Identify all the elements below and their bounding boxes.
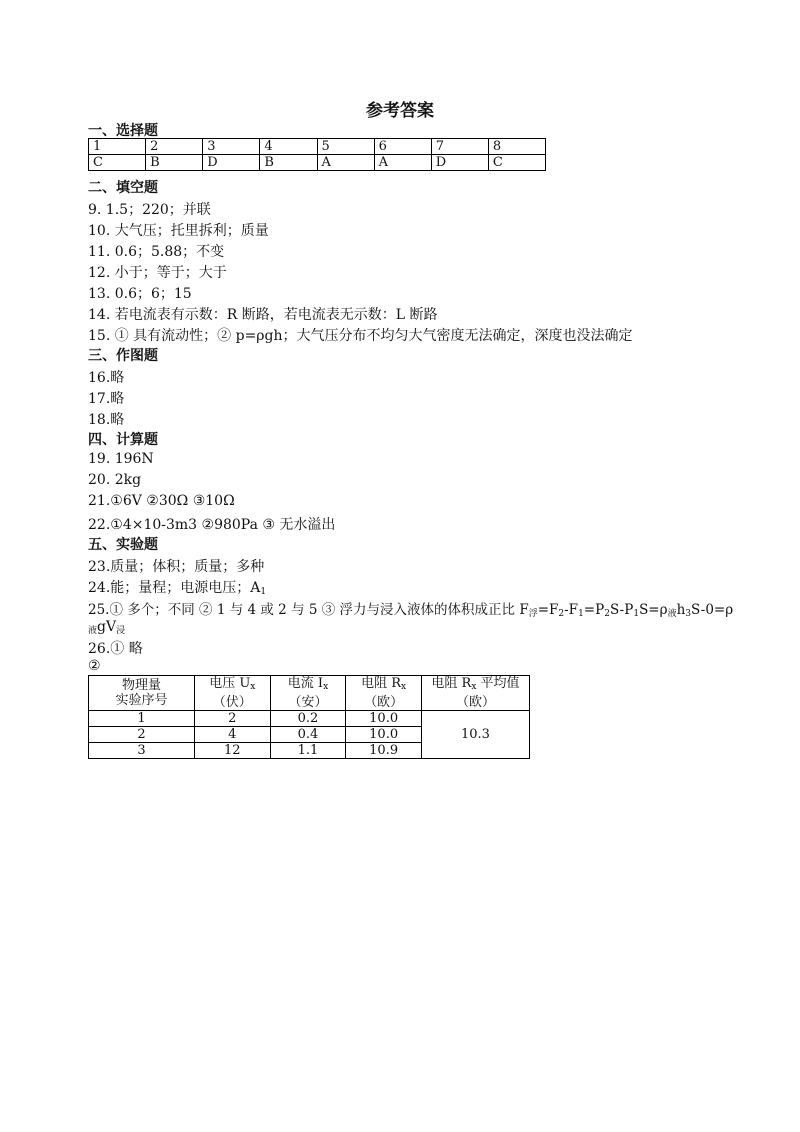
answer-text: 25.① 多个；不同 ② 1 与 4 或 2 与 5 ③ 浮力与浸入液体的体积成正比 F: [88, 602, 529, 618]
answer-text: -F: [564, 602, 579, 618]
answer-text: =P: [583, 602, 605, 618]
answer-line: 22.①4×10-3m3 ②980Pa ③ 无水溢出: [88, 517, 336, 533]
answer-line: 9. 1.5；220；并联: [88, 202, 211, 218]
section-drawing: 三、作图题: [88, 348, 158, 364]
question-number: 6: [374, 139, 431, 155]
header-text: [273, 676, 344, 695]
answer-line: 19. 196N: [88, 451, 154, 467]
table-cell: 10.0: [346, 727, 422, 743]
subscript: 液: [88, 626, 98, 636]
question-number: 2: [146, 139, 203, 155]
header-unit: （安）: [288, 695, 328, 710]
table-row: [89, 155, 546, 171]
page-title: 参考答案: [366, 101, 434, 121]
answer-line: 15. ① 具有流动性；② p=ρgh；大气压分布不均匀大气密度无法确定，深度也没法确定: [88, 328, 633, 344]
table-cell: 1.1: [270, 743, 346, 759]
section-multiple-choice: 一、选择题: [88, 123, 158, 139]
header-cell: [346, 676, 422, 711]
subscript: 3: [685, 609, 692, 619]
answer-text: h: [676, 602, 686, 618]
answer-line: ②: [88, 658, 101, 674]
subscript: 1: [578, 609, 584, 619]
header-text: 物理量: [121, 678, 161, 693]
section-calculation: 四、计算题: [88, 432, 158, 448]
subscript: x: [471, 682, 477, 692]
subscript: 1: [633, 609, 640, 619]
header-unit: （欧）: [455, 695, 495, 710]
answer-line: 20. 2kg: [88, 472, 142, 488]
section-experiment: 五、实验题: [88, 537, 158, 553]
header-label: 平均值: [476, 676, 520, 691]
table-row: [89, 711, 530, 727]
answer-text: S=ρ: [639, 602, 668, 618]
question-number: 8: [488, 139, 545, 155]
answer-line: [88, 598, 733, 619]
subscript: 液: [667, 609, 677, 619]
subscript: 浸: [116, 626, 126, 636]
subscript: 2: [604, 609, 610, 619]
header-cell: [270, 676, 346, 711]
table-cell: 0.4: [270, 727, 346, 743]
table-cell: 4: [194, 727, 270, 743]
table-cell: 10.0: [346, 711, 422, 727]
subscript: x: [323, 682, 329, 692]
answer-line: [88, 619, 125, 636]
answer-line: 18.略: [88, 412, 125, 428]
table-cell: 0.2: [270, 711, 346, 727]
subscript: 浮: [528, 609, 538, 619]
answer-line: 13. 0.6；6；15: [88, 286, 192, 302]
answer-line: [88, 577, 266, 597]
table-cell: 12: [194, 743, 270, 759]
answer-text: S-0=ρ: [691, 602, 734, 618]
answer-cell: D: [431, 155, 488, 171]
answer-cell: A: [317, 155, 374, 171]
header-label: 电压 U: [209, 676, 251, 691]
answer-line: 23.质量；体积；质量；多种: [88, 559, 265, 575]
header-text: [197, 676, 268, 695]
table-row: [89, 139, 546, 155]
answer-cell: C: [89, 155, 146, 171]
question-number: 3: [203, 139, 260, 155]
header-label: 电阻 R: [361, 676, 402, 691]
answer-line: 17.略: [88, 391, 125, 407]
question-number: 7: [431, 139, 488, 155]
table-cell: 2: [194, 711, 270, 727]
subscript: 2: [558, 609, 565, 619]
answer-line: 11. 0.6；5.88；不变: [88, 244, 225, 260]
section-fill-in: 二、填空题: [88, 180, 158, 196]
experiment-table: [88, 675, 530, 759]
answer-line: 10. 大气压；托里拆利；质量: [88, 223, 269, 239]
header-text: 实验序号: [115, 693, 168, 708]
answer-line: 16.略: [88, 370, 125, 386]
answer-cell: C: [488, 155, 545, 171]
average-cell: 10.3: [421, 711, 529, 759]
header-label: 电阻 R: [431, 676, 472, 691]
header-unit: （欧）: [364, 695, 404, 710]
answer-line: 21.①6V ②30Ω ③10Ω: [88, 493, 235, 509]
answer-line: 12. 小于；等于；大于: [88, 265, 227, 281]
answer-text: =F: [537, 602, 559, 618]
header-label: 电流 I: [287, 676, 324, 691]
answer-cell: A: [374, 155, 431, 171]
subscript: x: [401, 682, 407, 692]
question-number: 1: [89, 139, 146, 155]
answer-line: 14. 若电流表有示数：R 断路，若电流表无示数：L 断路: [88, 307, 438, 323]
subscript: 1: [260, 587, 267, 597]
multiple-choice-table: [88, 138, 546, 171]
answer-text: S-P: [609, 602, 634, 618]
answer-text: gV: [97, 619, 117, 635]
question-number: 5: [317, 139, 374, 155]
table-cell: 3: [89, 743, 195, 759]
answer-cell: B: [146, 155, 203, 171]
header-text: [424, 676, 527, 695]
answer-text: 24.能；量程；电源电压；A: [88, 580, 261, 596]
answer-cell: D: [203, 155, 260, 171]
header-cell: [421, 676, 529, 711]
table-cell: 2: [89, 727, 195, 743]
table-header-row: [89, 676, 530, 711]
subscript: x: [250, 682, 256, 692]
question-number: 4: [260, 139, 317, 155]
table-cell: 1: [89, 711, 195, 727]
table-cell: 10.9: [346, 743, 422, 759]
header-cell: [89, 676, 195, 711]
header-unit: （伏）: [212, 695, 252, 710]
answer-line: 26.① 略: [88, 641, 143, 657]
header-cell: [194, 676, 270, 711]
answer-cell: B: [260, 155, 317, 171]
header-text: [348, 676, 419, 695]
